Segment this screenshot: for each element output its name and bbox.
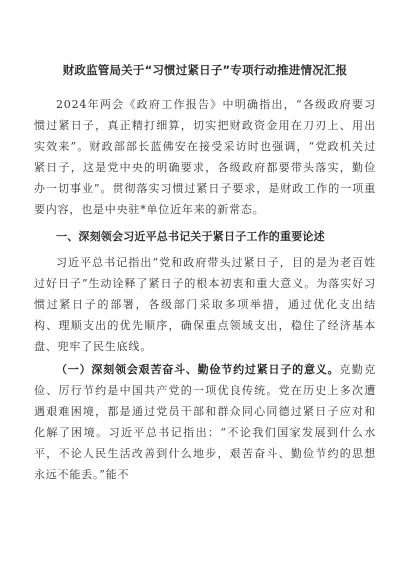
section-1-paragraph: 习近平总书记指出“党和政府带头过紧日子，目的是为老百姓过好日子”生动诠释了紧日子的根本初衷和重大意义。为落实好习惯过紧日子的部署，各级部门采取多项举措，通过优化支出结构、理顺支出的优先顺序，确保重点领域支出，稳住了经济基本盘、兜牢了民生底线。 [34, 256, 376, 353]
subsection-1-text: 克勤克俭、厉行节约是中国共产党的一项优良传统。党在历史上多次遭遇艰难困境，都是通过党员干部和群众同心同德过紧日子应对和化解了困境。习近平总书记指出：“不论我们国家发展到什么水平，不论人民生活改善到什么地步，艰苦奋斗、勤俭节约的思想永远不能丢。”能不 [34, 363, 376, 481]
document-title: 财政监管局关于“习惯过紧日子”专项行动推进情况汇报 [62, 63, 348, 77]
subsection-1-heading: （一）深刻领会艰苦奋斗、勤俭节约过紧日子的意义。 [56, 363, 340, 376]
subsection-1-paragraph [34, 359, 376, 485]
intro-paragraph: 2024年两会《政府工作报告》中明确指出，“各级政府要习惯过紧日子，真正精打细算，切实把财政资金用在刀刃上、用出实效来”。财政部部长蓝佛安在接受采访时也强调，“党政机关过紧日子，这是党中央的明确要求，各级政府都要带头落实，勤俭办一切事业”。贯彻落实习惯过紧日子要求，是财政工作的一项重要内容，也是中央驻*单位近年来的新常态。 [34, 98, 376, 216]
section-1-heading: 一、深刻领会习近平总书记关于紧日子工作的重要论述 [56, 230, 325, 243]
